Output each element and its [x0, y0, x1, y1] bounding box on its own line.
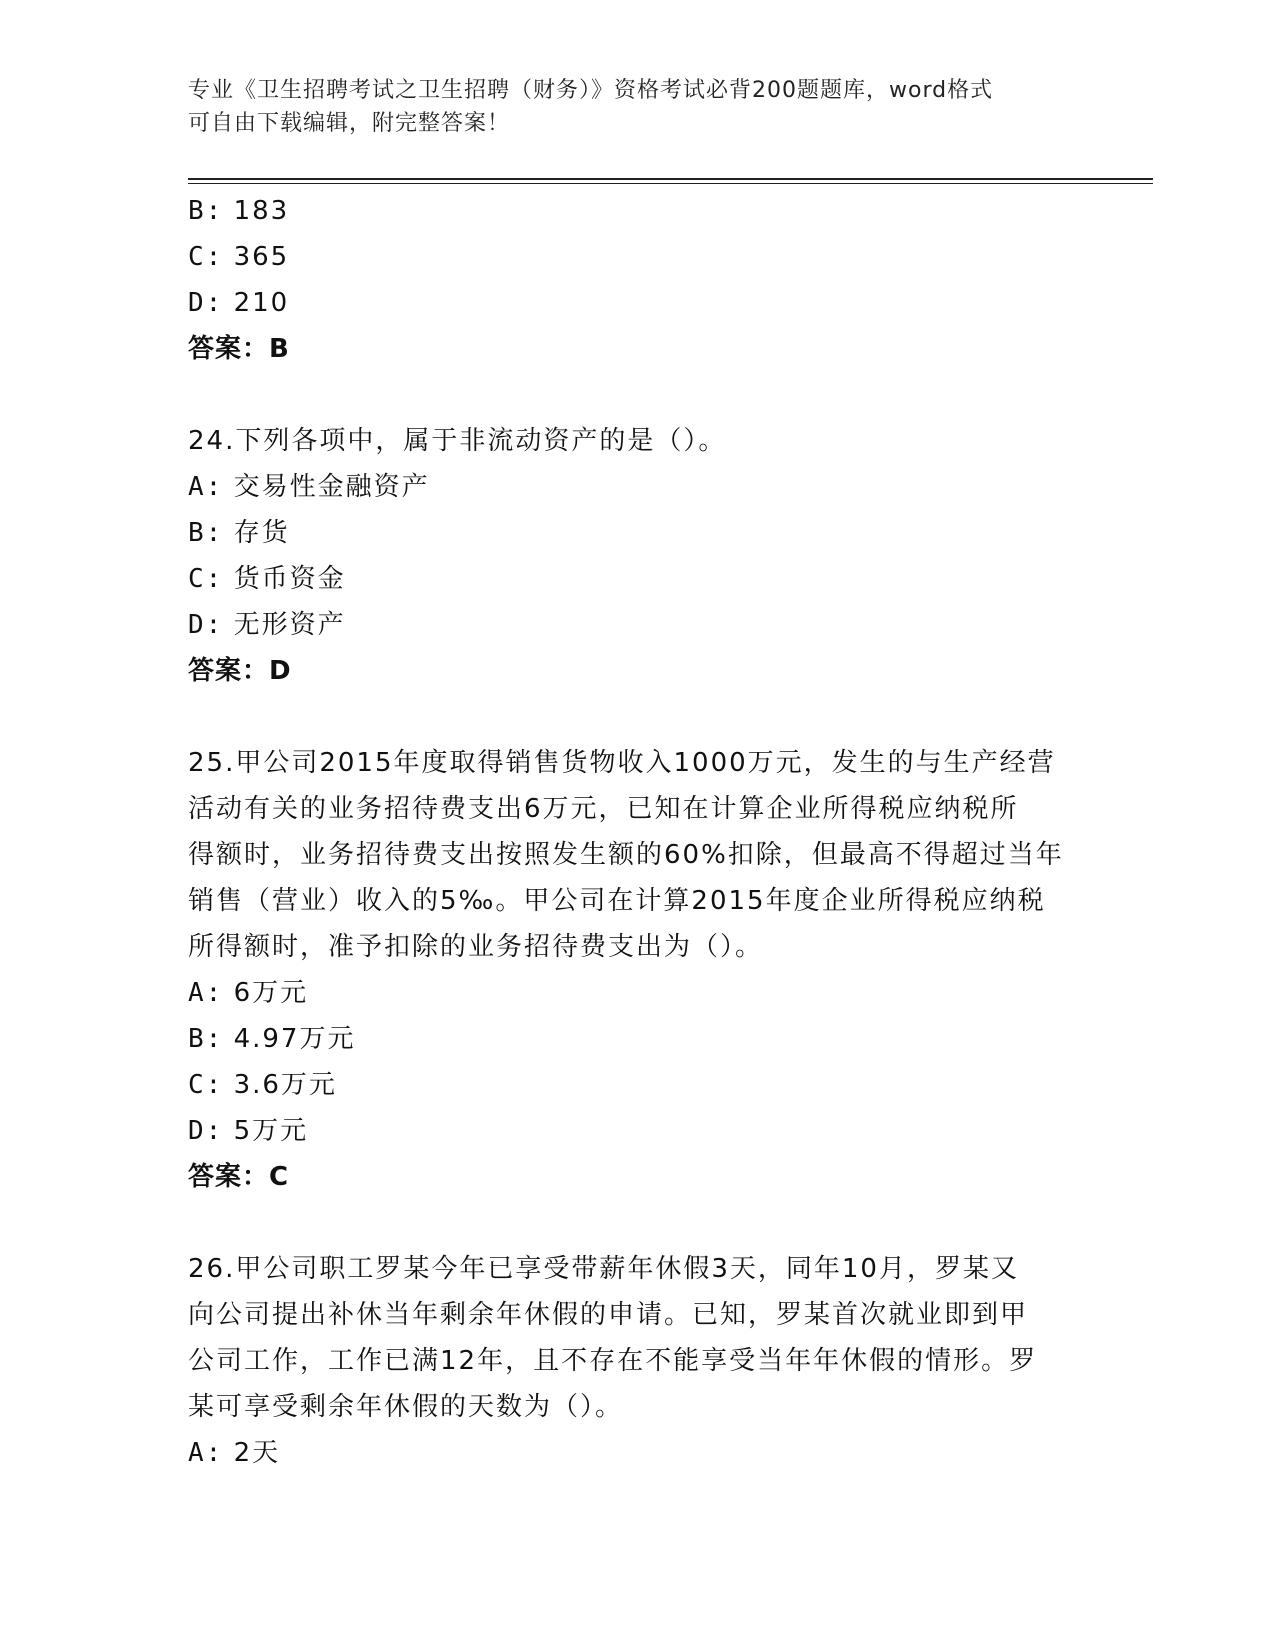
question-spacer [188, 694, 1088, 740]
question-text-line-1: 26.甲公司职工罗某今年已享受带薪年休假3天，同年10月，罗某又 [188, 1254, 1019, 1284]
option-d: D: 5万元 [188, 1116, 309, 1146]
question-text-line-2: 向公司提出补休当年剩余年休假的申请。已知，罗某首次就业即到甲 [188, 1300, 1029, 1330]
option-b: B: 存货 [188, 518, 290, 548]
question-24 [188, 418, 1088, 694]
option-c: C: 货币资金 [188, 564, 346, 594]
question-text-line-4: 某可享受剩余年休假的天数为（）。 [188, 1392, 624, 1422]
question-text-line-2: 活动有关的业务招待费支出6万元，已知在计算企业所得税应纳税所 [188, 794, 1019, 824]
question-text-line-3: 得额时，业务招待费支出按照发生额的60%扣除，但最高不得超过当年 [188, 840, 1064, 870]
header-divider-thick [188, 178, 1153, 180]
question-text-line-1: 25.甲公司2015年度取得销售货物收入1000万元，发生的与生产经营 [188, 748, 1056, 778]
option-a: A: 2天 [188, 1438, 281, 1468]
answer-line: 答案：D [188, 656, 292, 686]
page-header [188, 74, 1088, 140]
question-25 [188, 740, 1088, 1200]
header-title-line-2: 可自由下载编辑，附完整答案！ [188, 111, 511, 136]
option-a: A: 交易性金融资产 [188, 472, 430, 502]
question-text: 24.下列各项中，属于非流动资产的是（）。 [188, 426, 727, 456]
option-c: C: 3.6万元 [188, 1070, 337, 1100]
header-divider-thin [188, 183, 1153, 184]
question-list [188, 188, 1088, 1476]
option-b: B: 183 [188, 196, 290, 226]
question-text-line-3: 公司工作，工作已满12年，且不存在不能享受当年年休假的情形。罗 [188, 1346, 1038, 1376]
option-d: D: 210 [188, 288, 290, 318]
question-text-line-5: 所得额时，准予扣除的业务招待费支出为（）。 [188, 932, 764, 962]
question-text-line-4: 销售（营业）收入的5‰。甲公司在计算2015年度企业所得税应纳税 [188, 886, 1046, 916]
answer-line: 答案：B [188, 334, 290, 364]
question-spacer [188, 1200, 1088, 1246]
question-26 [188, 1246, 1088, 1476]
option-d: D: 无形资产 [188, 610, 346, 640]
question-23-tail [188, 188, 1088, 372]
answer-line: 答案：C [188, 1162, 290, 1192]
option-a: A: 6万元 [188, 978, 309, 1008]
header-title-line-1: 专业《卫生招聘考试之卫生招聘（财务）》资格考试必背200题题库，word格式 [188, 78, 994, 103]
question-spacer [188, 372, 1088, 418]
option-b: B: 4.97万元 [188, 1024, 356, 1054]
option-c: C: 365 [188, 242, 290, 272]
